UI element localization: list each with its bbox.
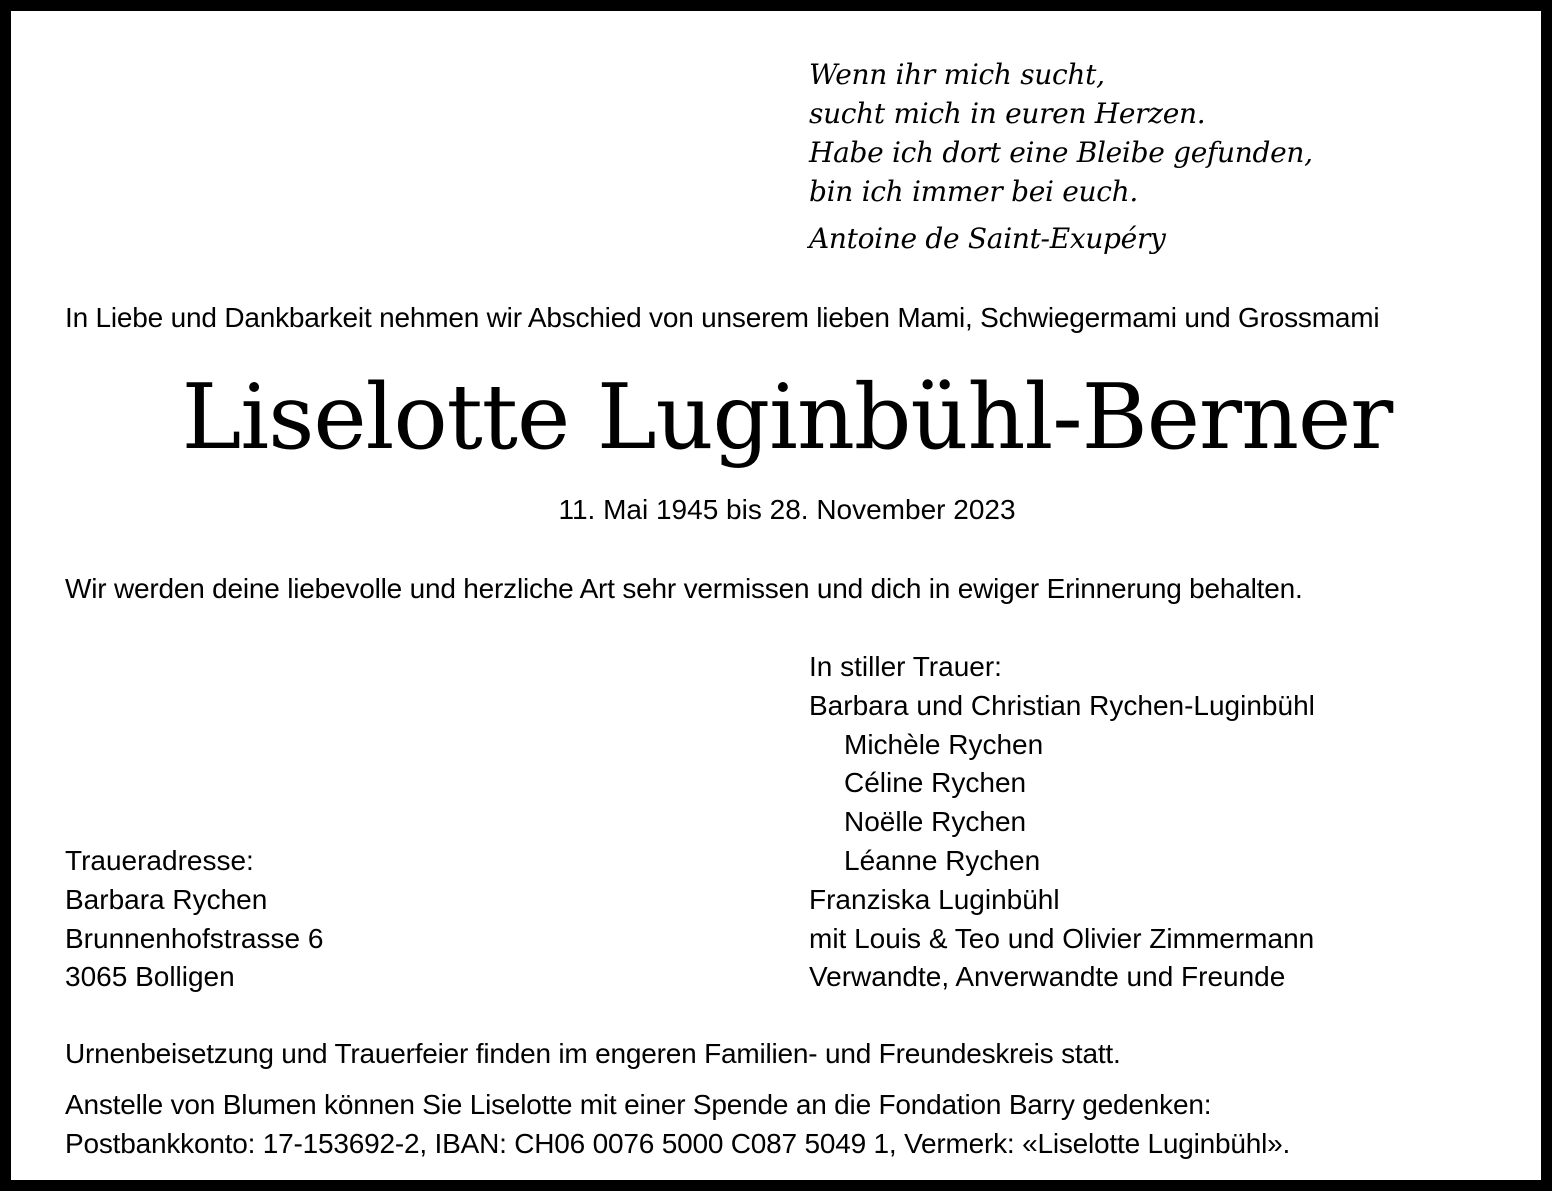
address-city: 3065 Bolligen: [65, 961, 235, 993]
mourner-line: Barbara und Christian Rychen-Luginbühl: [809, 689, 1315, 721]
address-street: Brunnenhofstrasse 6: [65, 922, 324, 954]
mourning-address: [65, 842, 323, 997]
mourner-line: Franziska Luginbühl: [809, 883, 1060, 915]
mourners-list: [809, 648, 1315, 997]
mourner-line: Michèle Rychen: [844, 728, 1044, 760]
mourner-line: Verwandte, Anverwandte und Freunde: [809, 961, 1286, 993]
funeral-notice: Urnenbeisetzung und Trauerfeier finden im engeren Familien- und Freundeskreis statt.: [65, 1038, 1121, 1069]
bank-details: Postbankkonto: 17-153692-2, IBAN: CH06 0076 5000 C087 5049 1, Vermerk: «Liselotte Luginbühl».: [65, 1127, 1291, 1159]
quote-line: sucht mich in euren Herzen.: [809, 97, 1206, 130]
donation-info: [65, 1086, 1290, 1163]
deceased-name: Liselotte Luginbühl-Berner: [181, 365, 1393, 470]
mourner-line: mit Louis & Teo und Olivier Zimmermann: [809, 922, 1315, 954]
address-heading: Traueradresse:: [65, 845, 254, 876]
mourner-line: Céline Rychen: [844, 767, 1027, 799]
address-name: Barbara Rychen: [65, 883, 268, 915]
mourner-line: Léanne Rychen: [844, 844, 1041, 876]
poem-quote: [809, 55, 1313, 258]
donation-line: Anstelle von Blumen können Sie Liselotte mit einer Spende an die Fondation Barry gedenken:: [65, 1089, 1212, 1120]
life-dates: 11. Mai 1945 bis 28. November 2023: [558, 494, 1016, 525]
quote-author: Antoine de Saint-Exupéry: [809, 222, 1166, 255]
quote-line: bin ich immer bei euch.: [809, 175, 1138, 208]
farewell-text: Wir werden deine liebevolle und herzliche Art sehr vermissen und dich in ewiger Erinnerung behalten.: [65, 573, 1303, 604]
intro-text: In Liebe und Dankbarkeit nehmen wir Abschied von unserem lieben Mami, Schwiegermami und Grossmami: [65, 302, 1380, 333]
quote-line: Wenn ihr mich sucht,: [809, 58, 1105, 91]
quote-line: Habe ich dort eine Bleibe gefunden,: [809, 136, 1313, 169]
mourners-heading: In stiller Trauer:: [809, 651, 1002, 682]
mourner-line: Noëlle Rychen: [844, 806, 1027, 838]
